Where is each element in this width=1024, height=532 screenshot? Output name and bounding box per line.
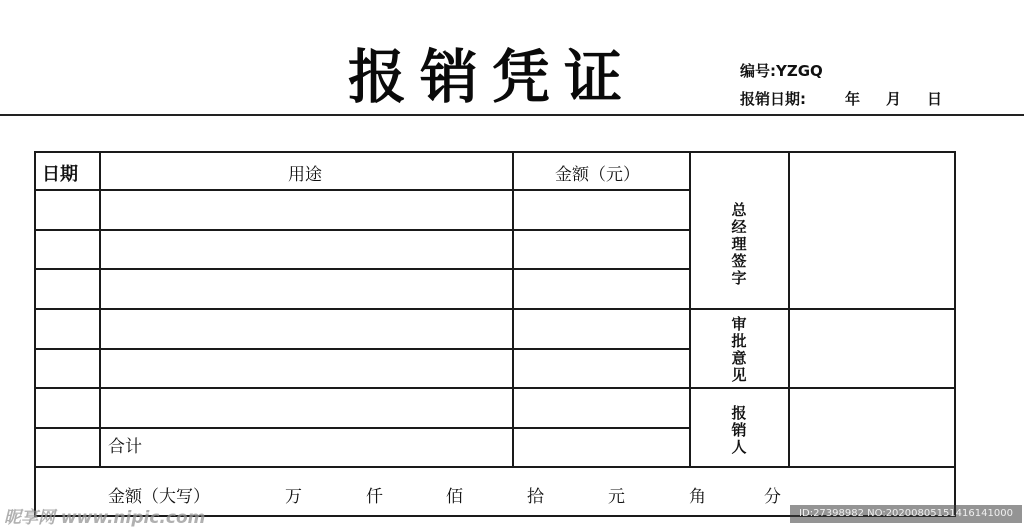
row-line: [34, 427, 690, 429]
claim-date-label: 报销日期:: [740, 90, 806, 108]
watermark-left: 昵享网 www.nipic.com: [4, 508, 206, 528]
column-line: [512, 151, 514, 467]
column-header-date: 日期: [42, 164, 78, 185]
unit-bai: 佰: [446, 487, 463, 507]
table-border-top: [34, 151, 956, 153]
column-line: [689, 151, 691, 467]
header-divider: [0, 114, 1024, 116]
row-line: [34, 348, 690, 350]
row-line: [34, 268, 690, 270]
table-border-left: [34, 151, 36, 517]
date-month-label: 月: [886, 90, 902, 108]
table-border-right: [954, 151, 956, 517]
row-line: [34, 189, 690, 191]
unit-jiao: 角: [689, 487, 706, 507]
column-header-amount: 金额（元）: [555, 165, 640, 185]
unit-fen: 分: [764, 487, 781, 507]
total-label: 合计: [108, 437, 142, 457]
column-header-purpose: 用途: [288, 165, 322, 185]
watermark-right: ID:27398982 NO:20200805151416141000: [790, 505, 1022, 523]
approval-opinion-label: 审批意见: [731, 315, 747, 384]
date-year-label: 年: [845, 90, 861, 108]
row-line: [34, 308, 956, 310]
row-line: [34, 229, 690, 231]
row-line: [34, 466, 956, 468]
row-line: [34, 387, 956, 389]
manager-signature-label: 总经理签字: [731, 201, 747, 287]
unit-qian: 仟: [366, 487, 383, 507]
column-line: [788, 151, 790, 467]
amount-in-words-label: 金额（大写）: [108, 487, 210, 507]
column-line: [99, 151, 101, 467]
document-title: 报销凭证: [348, 43, 637, 111]
unit-wan: 万: [285, 487, 302, 507]
document-number: 编号:YZGQ: [740, 62, 823, 80]
unit-yuan: 元: [608, 487, 625, 507]
date-day-label: 日: [927, 90, 943, 108]
claimant-label: 报销人: [731, 404, 747, 456]
unit-shi: 拾: [527, 487, 544, 507]
